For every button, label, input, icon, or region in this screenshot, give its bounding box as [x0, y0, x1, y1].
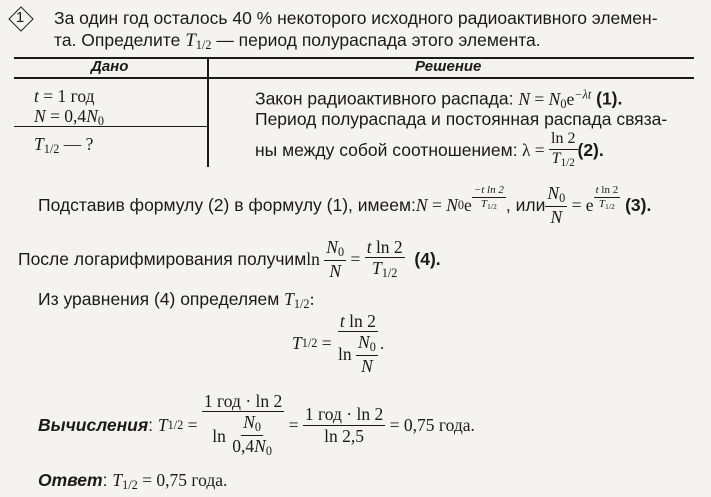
- decay-law-line: Закон радиоактивного распада: $N = N_0e^{-\lambda t}$ (1).: [255, 87, 623, 111]
- table-header-rule: [14, 77, 694, 79]
- answer-line: Ответ: $T_{1/2} = 0,75$ года.: [38, 470, 228, 493]
- problem-text-line2: та. Определите $T_{1/2}$ — период полураспада этого элемента.: [54, 30, 541, 53]
- relation-line: ны между собой соотношением: λ = $\frac{\ln 2}{T_{1/2}}$ (2).: [255, 130, 604, 169]
- table-vertical-rule: [207, 57, 209, 167]
- solution-line2: Период полураспада и постоянная распада связа-: [255, 109, 668, 129]
- logarithm-line: После логарифмирования получим ln $\frac{N_0}{N}$ = $\frac{\text{t ln 2}}{T_{1/2}}$ (4).: [18, 237, 441, 281]
- problem-text-line1: За один год осталось 40 % некоторого исходного радиоактивного элемен-: [54, 8, 658, 28]
- half-life-formula: T 1/2 = t ln 2 ln $\frac{N_0}{N}$ .: [292, 311, 385, 377]
- substitution-line: Подставив формулу (2) в формулу (1), имеем: N = N 0 e $\frac{\text{−t ln 2}}{T_{1/2}}$ , или $\frac{N_0}{N}$ = e $\frac{\text{t ln 2}}{T_{1/2}}$ (3).: [38, 183, 652, 227]
- given-time: t = 1 год: [34, 86, 95, 106]
- problem-number-badge: [8, 6, 32, 30]
- unknown-half-life: $T_{1/2}$ — ?: [34, 134, 94, 157]
- given-header: Дано: [91, 58, 129, 75]
- from-equation-line: Из уравнения (4) определяем $T_{1/2}$:: [38, 289, 315, 312]
- given-n: $N = 0,4N_0$: [34, 106, 104, 129]
- calculation-line: Вычисления : T 1/2 = 1 год · ln 2 ln $\frac{N_0}{0,4N_0}$ = $\frac{\text{1 год · ln 2}}{\ln 2,5}$ = 0,75 года.: [38, 391, 475, 459]
- problem-number: 1: [15, 9, 25, 26]
- solution-header: Решение: [415, 58, 482, 75]
